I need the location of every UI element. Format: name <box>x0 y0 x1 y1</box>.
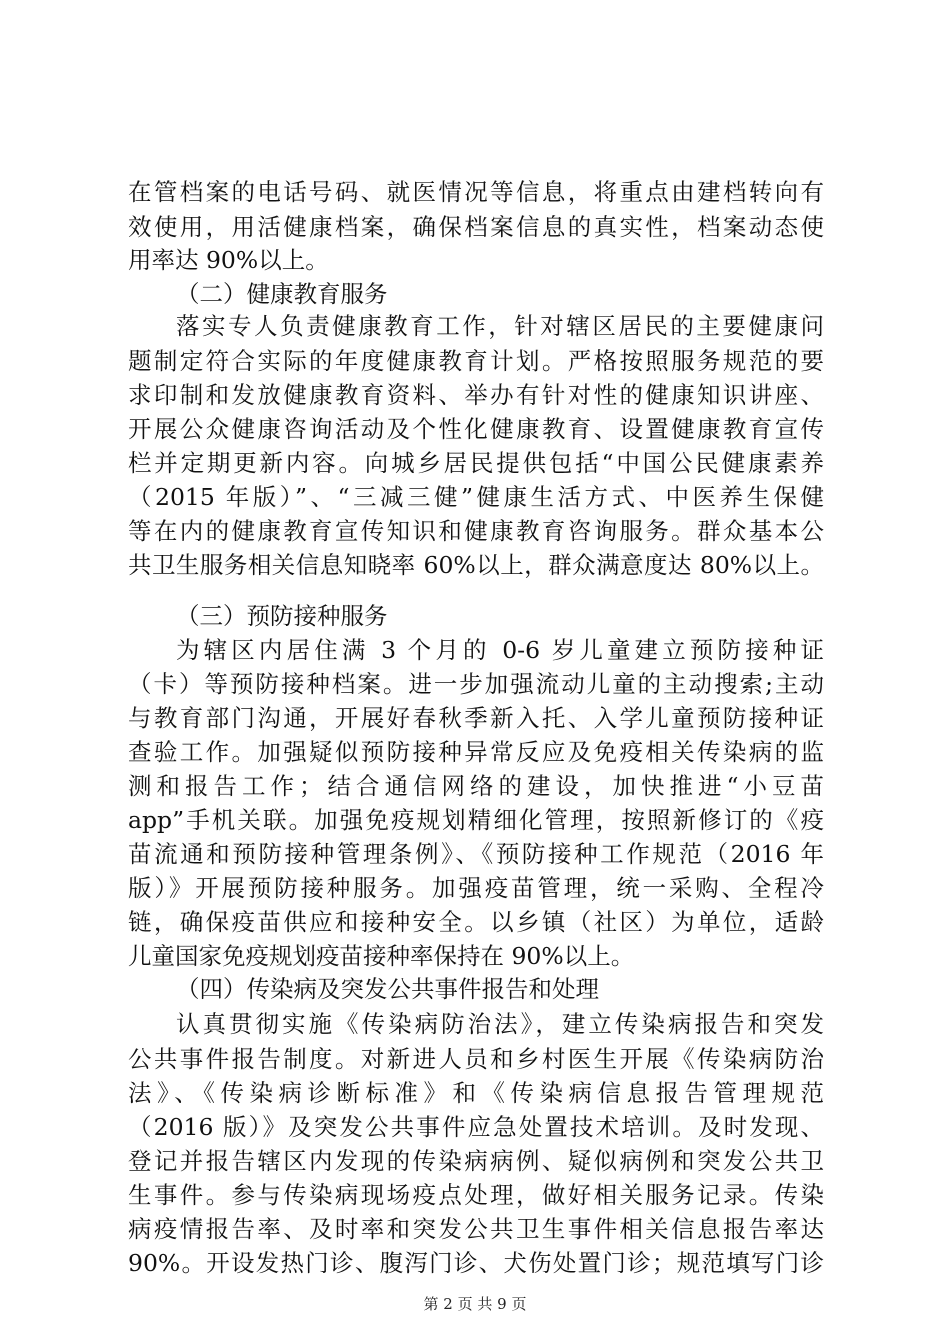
paragraph-line: 共卫生服务相关信息知晓率 60%以上，群众满意度达 80%以上。 <box>128 551 824 579</box>
paragraph-line: 链，确保疫苗供应和接种安全。以乡镇（社区）为单位，适龄 <box>128 908 824 936</box>
paragraph-line: 登记并报告辖区内发现的传染病病例、疑似病例和突发公共卫 <box>128 1147 824 1175</box>
paragraph-line: 认真贯彻实施《传染病防治法》，建立传染病报告和突发 <box>176 1010 824 1038</box>
paragraph-line: 开展公众健康咨询活动及个性化健康教育、设置健康教育宣传 <box>128 415 824 443</box>
section-heading-4: （四）传染病及突发公共事件报告和处理 <box>176 975 599 1003</box>
paragraph-line: 效使用，用活健康档案，确保档案信息的真实性，档案动态使 <box>128 213 824 241</box>
paragraph-line: 落实专人负责健康教育工作，针对辖区居民的主要健康问 <box>176 312 824 340</box>
paragraph-line: 测和报告工作；结合通信网络的建设，加快推进“小豆苗 <box>128 772 824 800</box>
paragraph-line: 在管档案的电话号码、就医情况等信息，将重点由建档转向有 <box>128 178 824 206</box>
paragraph-line: app”手机关联。加强免疫规划精细化管理，按照新修订的《疫 <box>128 806 824 834</box>
paragraph-line: 版）》开展预防接种服务。加强疫苗管理，统一采购、全程冷 <box>128 874 824 902</box>
paragraph-line: 为辖区内居住满 3 个月的 0-6 岁儿童建立预防接种证 <box>176 636 824 664</box>
paragraph-line: （2015 年版）”、“三减三健”健康生活方式、中医养生保健 <box>128 483 824 511</box>
paragraph-line: 儿童国家免疫规划疫苗接种率保持在 90%以上。 <box>128 942 635 970</box>
section-heading-2: （二）健康教育服务 <box>176 280 388 308</box>
paragraph-line: 等在内的健康教育宣传知识和健康教育咨询服务。群众基本公 <box>128 517 824 545</box>
paragraph-line: 90%。开设发热门诊、腹泻门诊、犬伤处置门诊；规范填写门诊 <box>128 1249 824 1277</box>
section-heading-3: （三）预防接种服务 <box>176 602 388 630</box>
paragraph-line: 查验工作。加强疑似预防接种异常反应及免疫相关传染病的监 <box>128 738 824 766</box>
paragraph-line: 与教育部门沟通，开展好春秋季新入托、入学儿童预防接种证 <box>128 704 824 732</box>
paragraph-line: 求印制和发放健康教育资料、举办有针对性的健康知识讲座、 <box>128 381 824 409</box>
page-number-footer: 第 2 页 共 9 页 <box>423 1295 527 1313</box>
paragraph-line: 生事件。参与传染病现场疫点处理，做好相关服务记录。传染 <box>128 1181 824 1209</box>
paragraph-line: 苗流通和预防接种管理条例》、《预防接种工作规范（2016 年 <box>128 840 824 868</box>
paragraph-line: 用率达 90%以上。 <box>128 246 329 274</box>
paragraph-line: 病疫情报告率、及时率和突发公共卫生事件相关信息报告率达 <box>128 1215 824 1243</box>
paragraph-line: 题制定符合实际的年度健康教育计划。严格按照服务规范的要 <box>128 347 824 375</box>
paragraph-line: 公共事件报告制度。对新进人员和乡村医生开展《传染病防治 <box>128 1045 824 1073</box>
paragraph-line: （2016 版）》及突发公共事件应急处置技术培训。及时发现、 <box>128 1113 824 1141</box>
paragraph-line: 法》、《传染病诊断标准》和《传染病信息报告管理规范 <box>128 1079 824 1107</box>
paragraph-line: 栏并定期更新内容。向城乡居民提供包括“中国公民健康素养 <box>128 449 824 477</box>
paragraph-line: （卡）等预防接种档案。进一步加强流动儿童的主动搜索;主动 <box>128 670 824 698</box>
